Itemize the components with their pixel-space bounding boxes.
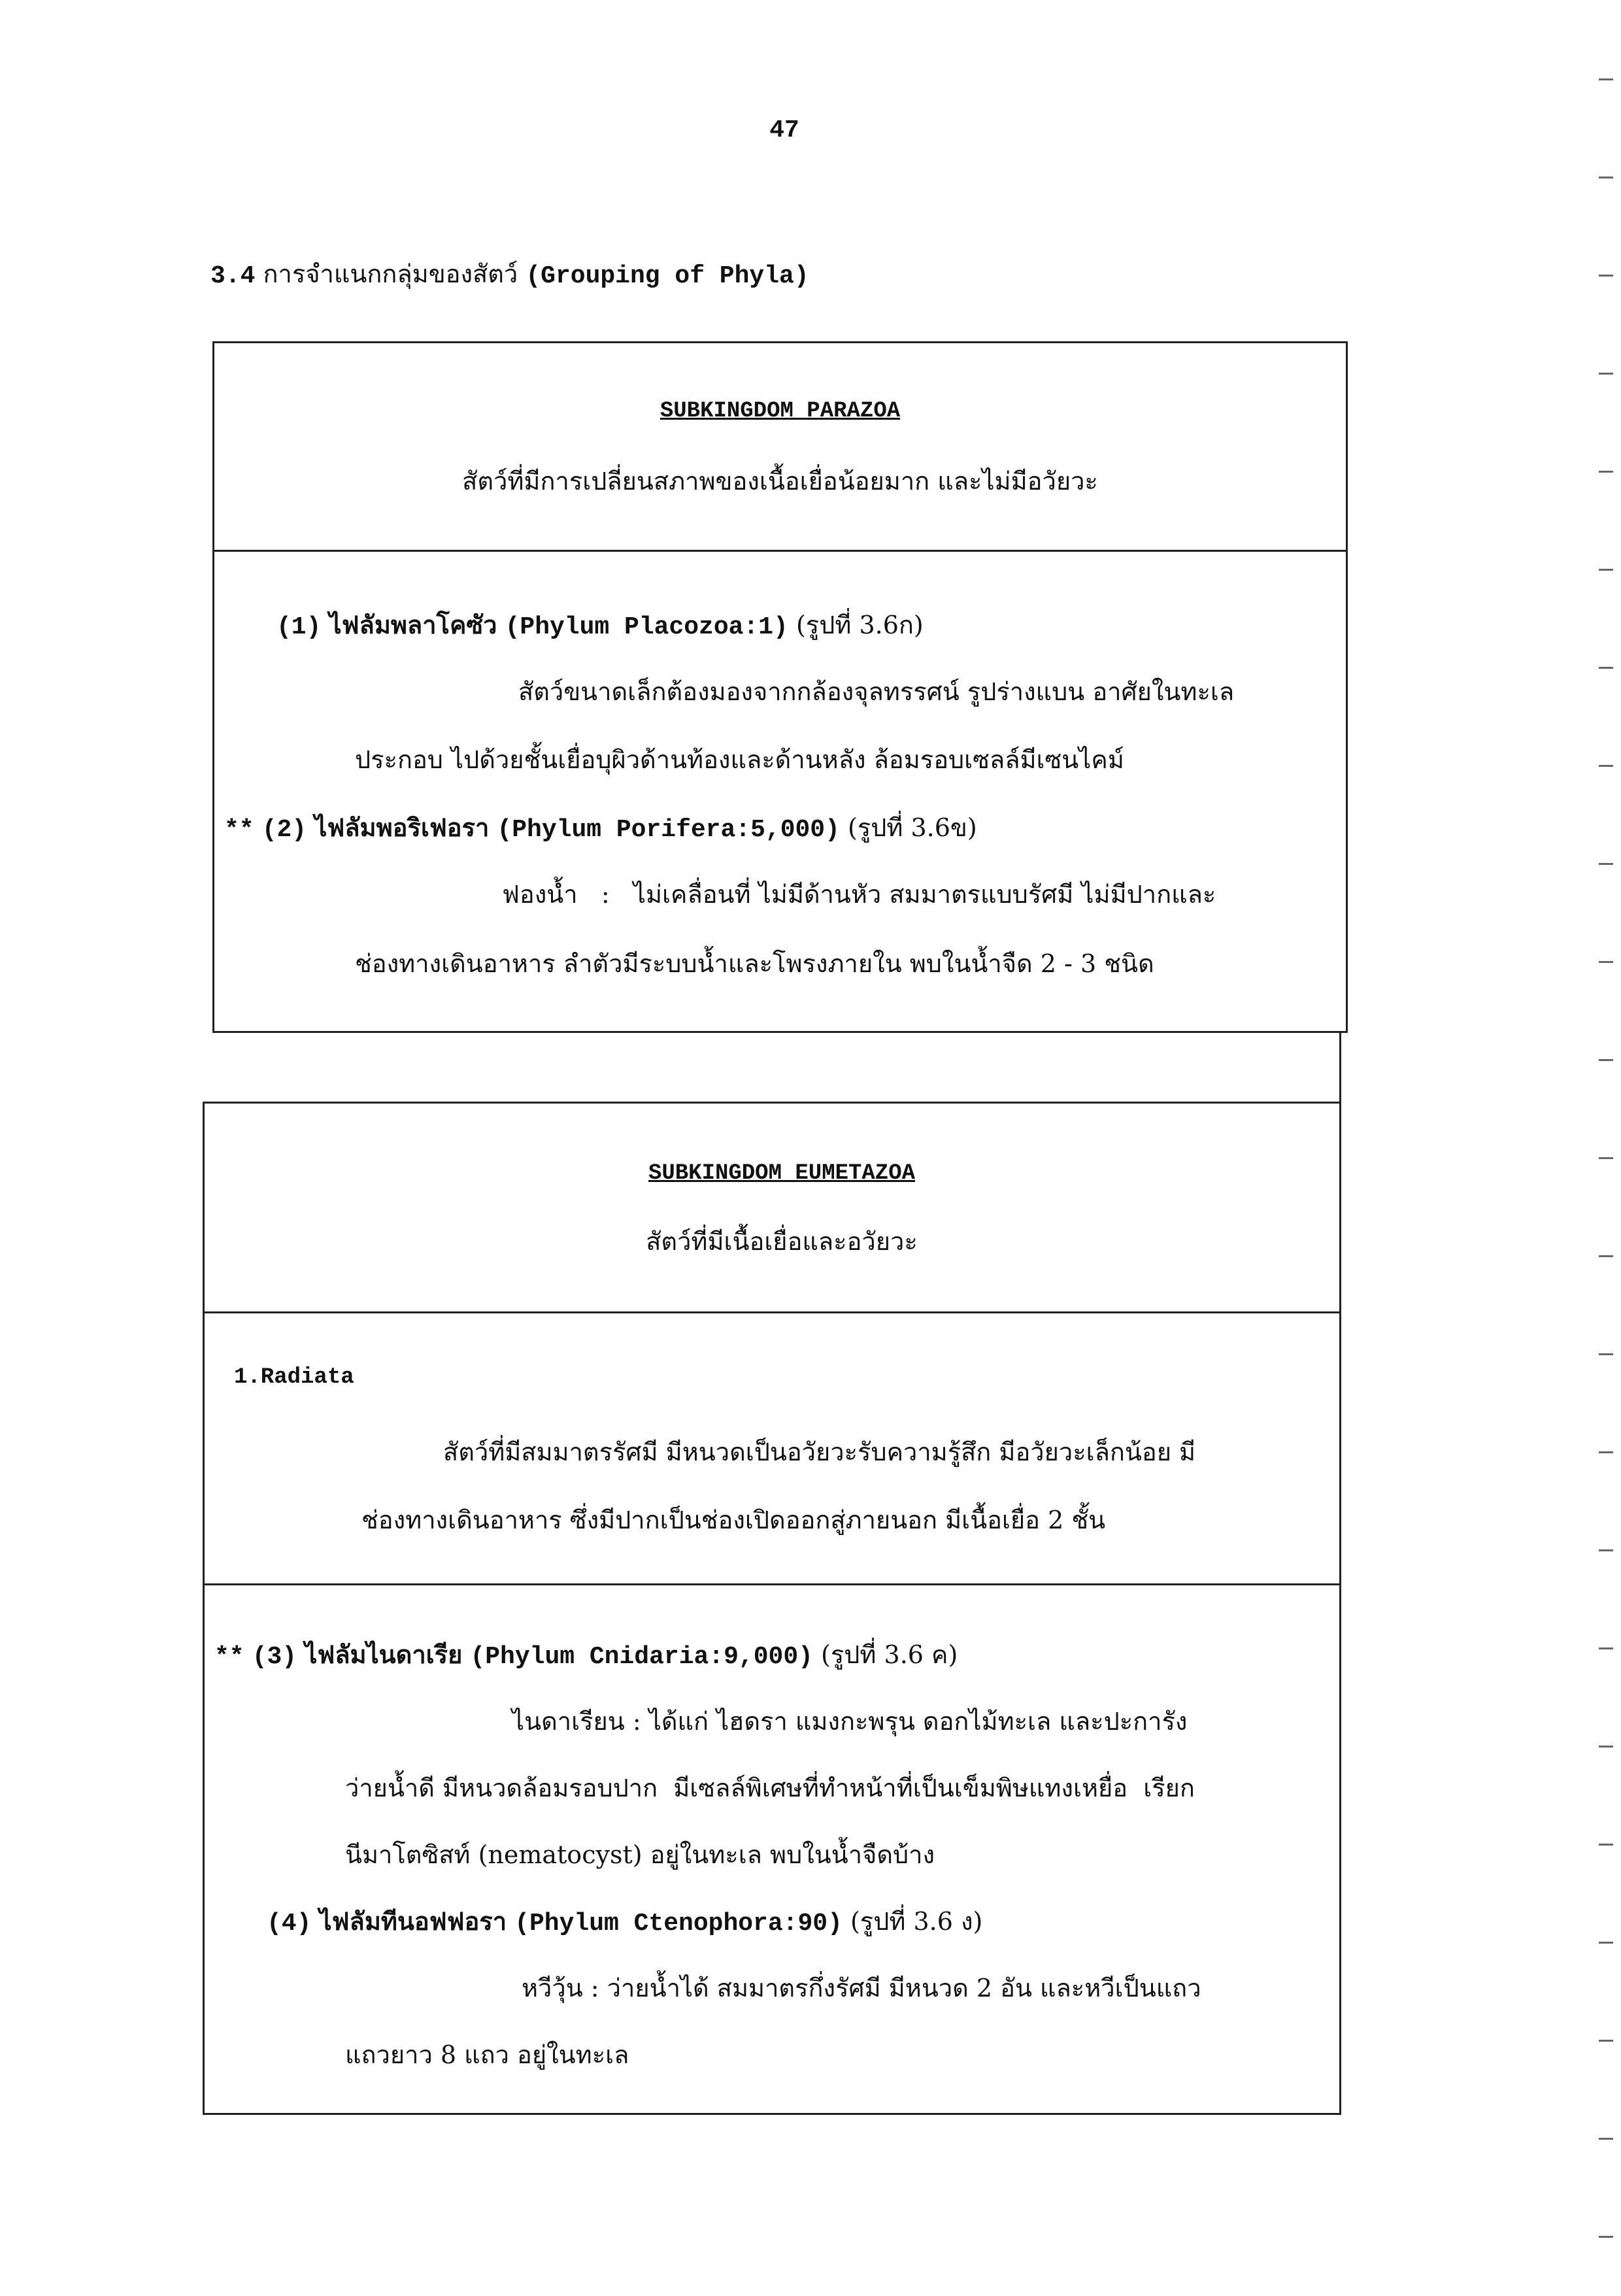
section-title-th: การจำแนกกลุ่มของสัตว์ [263,260,518,288]
phylum-2-label: (2) [261,816,307,844]
phylum-4-name-en: (Phylum Ctenophora:90) [514,1910,843,1938]
phylum-1-label: (1) [276,613,322,641]
phylum-3-line2: ว่ายน้ำดี มีหนวดล้อมรอบปาก มีเซลล์พิเศษที่ทำหน้าที่เป็นเข็มพิษแทงเหยื่อ เรียก [345,1774,1195,1802]
phylum-1-name-th: ไฟลัมพลาโคซัว [329,610,497,639]
phylum-2-figure: (รูปที่ 3.6ข) [848,813,977,842]
page-number: 47 [769,116,799,144]
phylum-4-name-th: ไฟลัมทีนอฟฟอรา [319,1906,507,1936]
phylum-1-line2: ประกอบ ไปด้วยชั้นเยื่อบุผิวด้านท้องและด้านหลัง ล้อมรอบเซลล์มีเซนไคม์ [355,745,1124,774]
phylum-1-heading [276,605,924,645]
phylum-3-line3: นีมาโตซิสท์ (nematocyst) อยู่ในทะเล พบในน้ำจืดบ้าง [345,1840,935,1869]
phylum-3-line1: ไนดาเรียน : ได้แก่ ไฮดรา แมงกะพรุน ดอกไม้ทะเล และปะการัง [512,1707,1188,1736]
phylum-2-name-en: (Phylum Porifera:5,000) [497,816,840,844]
phylum-4-label: (4) [267,1910,312,1938]
phylum-1-figure: (รูปที่ 3.6ก) [795,611,924,639]
radiata-label: 1.Radiata [234,1365,354,1390]
phylum-4-line2: แถวยาว 8 แถว อยู่ในทะเล [345,2040,629,2069]
phylum-2-name-th: ไฟลัมพอริเฟอรา [314,813,490,842]
parazoa-description: สัตว์ที่มีการเปลี่ยนสภาพของเนื้อเยื่อน้อยมาก และไม่มีอวัยวะ [462,467,1098,496]
phylum-2-line2: ช่องทางเดินอาหาร ลำตัวมีระบบน้ำและโพรงภายใน พบในน้ำจืด 2 - 3 ชนิด [355,949,1154,978]
parazoa-divider [214,550,1346,552]
parazoa-box [212,341,1348,1033]
scan-edge-marks [1582,0,1621,2296]
phylum-3-name-en: (Phylum Cnidaria:9,000) [470,1643,813,1671]
phylum-4-figure: (รูปที่ 3.6 ง) [850,1907,983,1936]
eumetazoa-box [203,1102,1341,2115]
phylum-3-marker: ** [214,1643,244,1671]
phylum-3-heading [214,1634,958,1674]
parazoa-title: SUBKINGDOM PARAZOA [660,399,901,424]
phylum-4-line1: หวีวุ้น : ว่ายน้ำได้ สมมาตรกึ่งรัศมี มีหนวด 2 อัน และหวีเป็นแถว [522,1974,1201,2002]
phylum-1-name-en: (Phylum Placozoa:1) [505,613,788,641]
phylum-3-label: (3) [252,1643,297,1671]
phylum-4-heading [267,1901,982,1941]
phylum-2-marker: ** [224,816,254,844]
eumetazoa-divider-2 [205,1583,1339,1585]
phylum-3-name-th: ไฟลัมไนดาเรีย [305,1640,463,1669]
section-number: 3.4 [210,262,256,290]
eumetazoa-title: SUBKINGDOM EUMETAZOA [648,1161,916,1186]
eumetazoa-description: สัตว์ที่มีเนื้อเยื่อและอวัยวะ [646,1227,918,1256]
phylum-3-figure: (รูปที่ 3.6 ค) [821,1640,958,1669]
eumetazoa-divider-1 [205,1311,1339,1313]
section-heading [210,254,809,294]
section-title-en: (Grouping of Phyla) [526,262,809,290]
box-connector [1339,1033,1341,1102]
phylum-1-line1: สัตว์ขนาดเล็กต้องมองจากกล้องจุลทรรศน์ รูปร่างแบน อาศัยในทะเล [518,677,1235,706]
radiata-line2: ช่องทางเดินอาหาร ซึ่งมีปากเป็นช่องเปิดออกสู่ภายนอก มีเนื้อเยื่อ 2 ชั้น [361,1506,1106,1534]
phylum-2-heading [224,807,977,847]
phylum-2-line1: ฟองน้ำ : ไม่เคลื่อนที่ ไม่มีด้านหัว สมมาตรแบบรัศมี ไม่มีปากและ [502,880,1216,909]
radiata-line1: สัตว์ที่มีสมมาตรรัศมี มีหนวดเป็นอวัยวะรับความรู้สึก มีอวัยวะเล็กน้อย มี [443,1438,1196,1466]
